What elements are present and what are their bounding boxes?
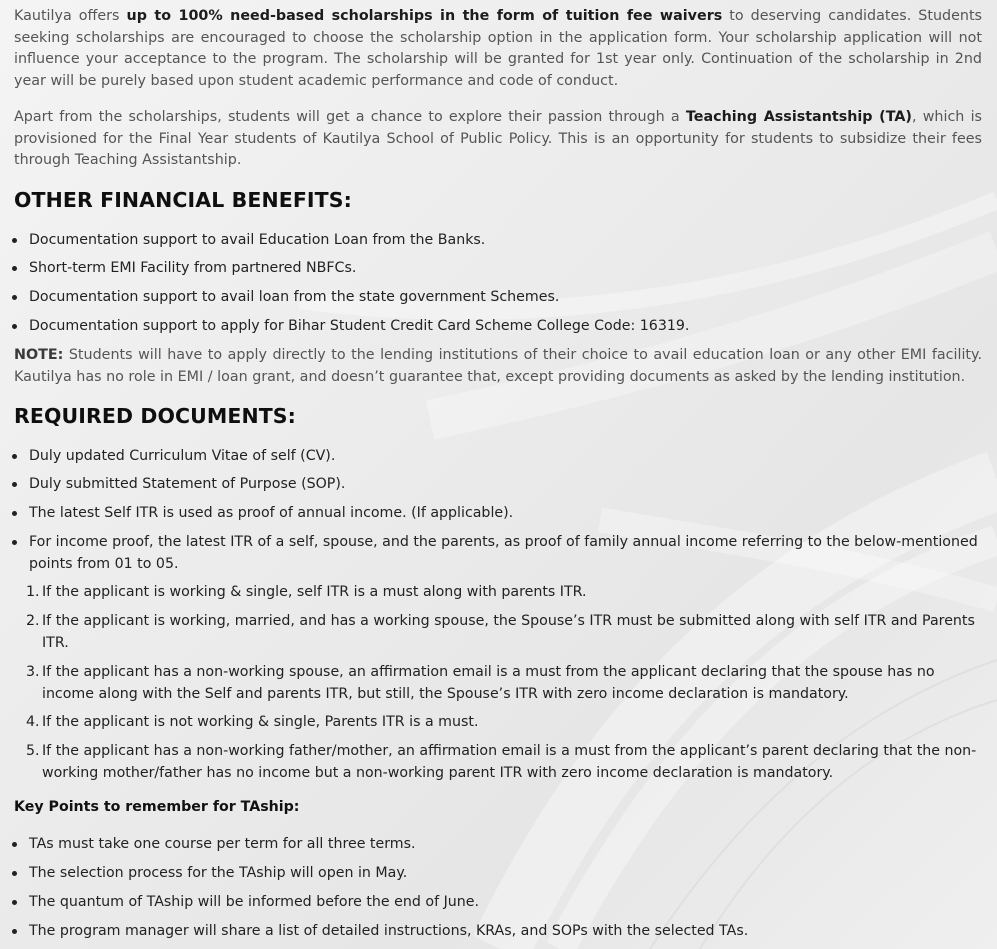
list-item: For income proof, the latest ITR of a self, spouse, and the parents, as proof of family annual income referring to the below-mentioned points from 01 to 05.	[29, 532, 984, 575]
numbered-item: 4. If the applicant is not working & single, Parents ITR is a must.	[26, 714, 479, 730]
list-item: Documentation support to apply for Bihar Student Credit Card Scheme College Code: 16319.	[29, 316, 984, 338]
list-item: Documentation support to avail Education Loan from the Banks.	[29, 230, 984, 252]
list-item: TAs must take one course per term for all three terms.	[29, 834, 984, 856]
financial-benefits-heading: OTHER FINANCIAL BENEFITS:	[14, 188, 352, 212]
numbered-item: 2. If the applicant is working, married, and has a working spouse, the Spouse’s ITR must be submitted along with self ITR and Parents ITR.	[26, 613, 975, 651]
list-item: Duly submitted Statement of Purpose (SOP).	[29, 474, 984, 496]
numbered-item: 1. If the applicant is working & single, self ITR is a must along with parents ITR.	[26, 584, 587, 600]
list-item: Duly updated Curriculum Vitae of self (CV).	[29, 446, 984, 468]
scholarship-paragraph: Kautilya offers up to 100% need-based scholarships in the form of tuition fee waivers to deserving candidates. Students seeking scholarships are encouraged to choose the scholarship option in the application form. Your scholarship application will not influence your acceptance to the program. The scholarship will be granted for 1st year only. Continuation of the scholarship in 2nd year will be purely based upon student academic performance and code of conduct.	[14, 8, 982, 89]
numbered-item: 5. If the applicant has a non-working father/mother, an affirmation email is a must from the applicant’s parent declaring that the non-working mother/father has no income but a non-working parent ITR with zero income declaration is mandatory.	[26, 743, 977, 781]
list-item: Short-term EMI Facility from partnered NBFCs.	[29, 258, 984, 280]
note-label: NOTE:	[14, 347, 64, 363]
ta-paragraph: Apart from the scholarships, students will get a chance to explore their passion through a Teaching Assistantship (TA), which is provisioned for the Final Year students of Kautilya School of Public Policy. This is an opportunity for students to subsidize their fees through Teaching Assistantship.	[14, 109, 983, 168]
scholarship-highlight: up to 100% need-based scholarships in the form of tuition fee waivers	[126, 8, 723, 24]
numbered-item: 3. If the applicant has a non-working spouse, an affirmation email is a must from the applicant declaring that the spouse has no income along with the Self and parents ITR, but still, the Spouse’s ITR with zero income declaration is mandatory.	[26, 664, 935, 702]
required-documents-heading: REQUIRED DOCUMENTS:	[14, 404, 296, 428]
list-item: The selection process for the TAship will open in May.	[29, 863, 984, 885]
list-item: The program manager will share a list of detailed instructions, KRAs, and SOPs with the selected TAs.	[29, 921, 984, 943]
list-item: The quantum of TAship will be informed before the end of June.	[29, 892, 984, 914]
taship-heading: Key Points to remember for TAship:	[14, 799, 300, 815]
note-paragraph: NOTE: Students will have to apply directly to the lending institutions of their choice to avail education loan or any other EMI facility. Kautilya has no role in EMI / loan grant, and doesn’t guarantee that, except providing documents as asked by the lending institution.	[14, 347, 982, 385]
ta-highlight: Teaching Assistantship (TA)	[685, 109, 912, 125]
list-item: The latest Self ITR is used as proof of annual income. (If applicable).	[29, 503, 984, 525]
list-item: Documentation support to avail loan from the state government Schemes.	[29, 287, 984, 309]
